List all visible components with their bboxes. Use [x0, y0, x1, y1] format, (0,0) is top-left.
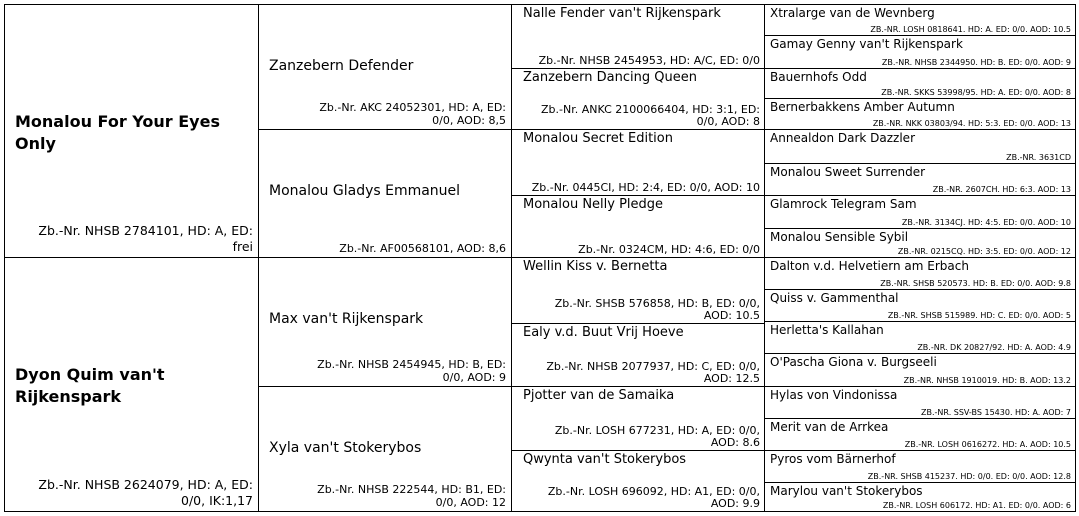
- dog-card-gen2: [511, 4, 765, 69]
- dog-registration-info: Zb.-Nr. NHSB 2077937, HD: C, ED: 0/0, AOD: 12.5: [546, 360, 760, 385]
- dog-name: Monalou Gladys Emmanuel: [269, 183, 461, 199]
- dog-registration-info: ZB.-NR. SHSB 415237. HD: 0/0. ED: 0/0. AOD: 12.8: [867, 472, 1071, 481]
- dog-card-gen1: [258, 386, 512, 512]
- dog-registration-info: ZB.-NR. 2607CH. HD: 6:3. AOD: 13: [932, 185, 1071, 194]
- dog-registration-info: Zb.-Nr. NHSB 2454953, HD: A/C, ED: 0/0: [538, 54, 760, 67]
- dog-name: Pyros vom Bärnerhof: [770, 452, 896, 466]
- dog-name: Glamrock Telegram Sam: [770, 197, 917, 211]
- dog-registration-info: Zb.-Nr. ANKC 2100066404, HD: 3:1, ED: 0/0, AOD: 8: [540, 103, 760, 128]
- dog-card-gen3: [764, 418, 1076, 451]
- dog-registration-info: Zb.-Nr. 0445CI, HD: 2:4, ED: 0/0, AOD: 10: [531, 181, 760, 194]
- dog-card-dam: [4, 4, 259, 258]
- dog-name: Qwynta van't Stokerybos: [523, 452, 687, 467]
- dog-registration-info: ZB.-NR. SKKS 53998/95. HD: A. ED: 0/0. AOD: 8: [881, 88, 1071, 97]
- dog-registration-info: ZB.-NR. SSV-BS 15430. HD: A. AOD: 7: [921, 408, 1071, 417]
- dog-card-gen3: [764, 35, 1076, 69]
- dog-name: Monalou Nelly Pledge: [523, 197, 664, 212]
- dog-card-gen2: [511, 68, 765, 130]
- dog-registration-info: Zb.-Nr. NHSB 2784101, HD: A, ED: frei: [38, 223, 253, 254]
- dog-card-gen3: [764, 450, 1076, 483]
- dog-name: Monalou Sweet Surrender: [770, 165, 926, 179]
- dog-registration-info: ZB.-NR. DK 20827/92. HD: A. AOD: 4.9: [917, 343, 1071, 352]
- dog-registration-info: ZB.-NR. LOSH 0616272. HD: A. AOD: 10.5: [904, 440, 1071, 449]
- dog-card-gen3: [764, 195, 1076, 229]
- dog-name: Dalton v.d. Helvetiern am Erbach: [770, 259, 969, 273]
- dog-card-sire: [4, 257, 259, 512]
- dog-registration-info: Zb.-Nr. 0324CM, HD: 4:6, ED: 0/0: [578, 243, 760, 256]
- dog-card-gen1: [258, 4, 512, 130]
- dog-card-gen1: [258, 257, 512, 387]
- dog-name: Wellin Kiss v. Bernetta: [523, 259, 668, 274]
- dog-card-gen2: [511, 323, 765, 387]
- dog-card-gen2: [511, 450, 765, 512]
- dog-name: Zanzebern Dancing Queen: [523, 70, 697, 85]
- dog-card-gen3: [764, 482, 1076, 512]
- dog-card-gen3: [764, 228, 1076, 258]
- dog-registration-info: ZB.-NR. 0215CQ. HD: 3:5. ED: 0/0. AOD: 12: [897, 247, 1071, 256]
- dog-name: Dyon Quim van't Rijkenspark: [15, 365, 165, 406]
- dog-name: Monalou Sensible Sybil: [770, 230, 909, 244]
- dog-name: Xyla van't Stokerybos: [269, 440, 422, 456]
- dog-registration-info: Zb.-Nr. LOSH 696092, HD: A1, ED: 0/0, AOD: 9.9: [547, 485, 760, 510]
- dog-name: Zanzebern Defender: [269, 58, 414, 74]
- dog-registration-info: Zb.-Nr. NHSB 222544, HD: B1, ED: 0/0, AOD: 12: [317, 483, 506, 509]
- dog-name: Bauernhofs Odd: [770, 70, 867, 84]
- dog-card-gen3: [764, 163, 1076, 196]
- dog-registration-info: ZB.-NR. 3631CD: [1006, 153, 1071, 162]
- dog-registration-info: ZB.-NR. LOSH 0818641. HD: A. ED: 0/0. AOD: 10.5: [870, 25, 1071, 34]
- dog-name: Pjotter van de Samaika: [523, 388, 675, 403]
- dog-card-gen3: [764, 4, 1076, 36]
- dog-registration-info: ZB.-NR. NKK 03803/94. HD: 5:3. ED: 0/0. AOD: 13: [872, 119, 1071, 128]
- dog-registration-info: ZB.-NR. NHSB 1910019. HD: B. AOD: 13.2: [903, 376, 1071, 385]
- dog-card-gen3: [764, 68, 1076, 99]
- dog-name: Marylou van't Stokerybos: [770, 484, 923, 498]
- dog-registration-info: ZB.-NR. LOSH 606172. HD: A1. ED: 0/0. AOD: 6: [882, 501, 1071, 510]
- dog-name: Nalle Fender van't Rijkenspark: [523, 6, 721, 21]
- dog-registration-info: ZB.-NR. 3134CJ. HD: 4:5. ED: 0/0. AOD: 10: [901, 218, 1071, 227]
- dog-card-gen2: [511, 257, 765, 324]
- dog-card-gen2: [511, 195, 765, 258]
- dog-card-gen1: [258, 129, 512, 258]
- dog-card-gen3: [764, 289, 1076, 322]
- dog-registration-info: Zb.-Nr. AF00568101, AOD: 8,6: [339, 242, 506, 255]
- dog-card-gen3: [764, 321, 1076, 354]
- dog-registration-info: ZB.-NR. NHSB 2344950. HD: B. ED: 0/0. AOD: 9: [881, 58, 1071, 67]
- dog-card-gen3: [764, 129, 1076, 164]
- dog-registration-info: Zb.-Nr. SHSB 576858, HD: B, ED: 0/0, AOD: 10.5: [554, 297, 760, 322]
- dog-name: Gamay Genny van't Rijkenspark: [770, 37, 963, 51]
- dog-card-gen3: [764, 353, 1076, 387]
- dog-card-gen3: [764, 98, 1076, 130]
- dog-name: O'Pascha Giona v. Burgseeli: [770, 355, 937, 369]
- dog-registration-info: ZB.-NR. SHSB 515989. HD: C. ED: 0/0. AOD: 5: [887, 311, 1071, 320]
- dog-name: Monalou For Your Eyes Only: [15, 112, 220, 153]
- dog-registration-info: Zb.-Nr. AKC 24052301, HD: A, ED: 0/0, AOD: 8,5: [319, 101, 506, 127]
- dog-name: Max van't Rijkenspark: [269, 311, 424, 327]
- dog-name: Annealdon Dark Dazzler: [770, 131, 916, 145]
- dog-registration-info: Zb.-Nr. NHSB 2624079, HD: A, ED: 0/0, IK:1,17: [38, 477, 253, 508]
- dog-name: Bernerbakkens Amber Autumn: [770, 100, 955, 114]
- dog-card-gen3: [764, 386, 1076, 419]
- dog-name: Merit van de Arrkea: [770, 420, 889, 434]
- dog-name: Quiss v. Gammenthal: [770, 291, 899, 305]
- dog-name: Ealy v.d. Buut Vrij Hoeve: [523, 325, 684, 340]
- dog-name: Herletta's Kallahan: [770, 323, 884, 337]
- dog-name: Monalou Secret Edition: [523, 131, 673, 146]
- dog-card-gen3: [764, 257, 1076, 290]
- dog-registration-info: ZB.-NR. SHSB 520573. HD: B. ED: 0/0. AOD: 9.8: [880, 279, 1071, 288]
- dog-card-gen2: [511, 386, 765, 451]
- dog-registration-info: Zb.-Nr. NHSB 2454945, HD: B, ED: 0/0, AOD: 9: [317, 358, 506, 384]
- dog-name: Hylas von Vindonissa: [770, 388, 898, 402]
- dog-card-gen2: [511, 129, 765, 196]
- dog-registration-info: Zb.-Nr. LOSH 677231, HD: A, ED: 0/0, AOD: 8.6: [554, 424, 760, 449]
- dog-name: Xtralarge van de Wevnberg: [770, 6, 935, 20]
